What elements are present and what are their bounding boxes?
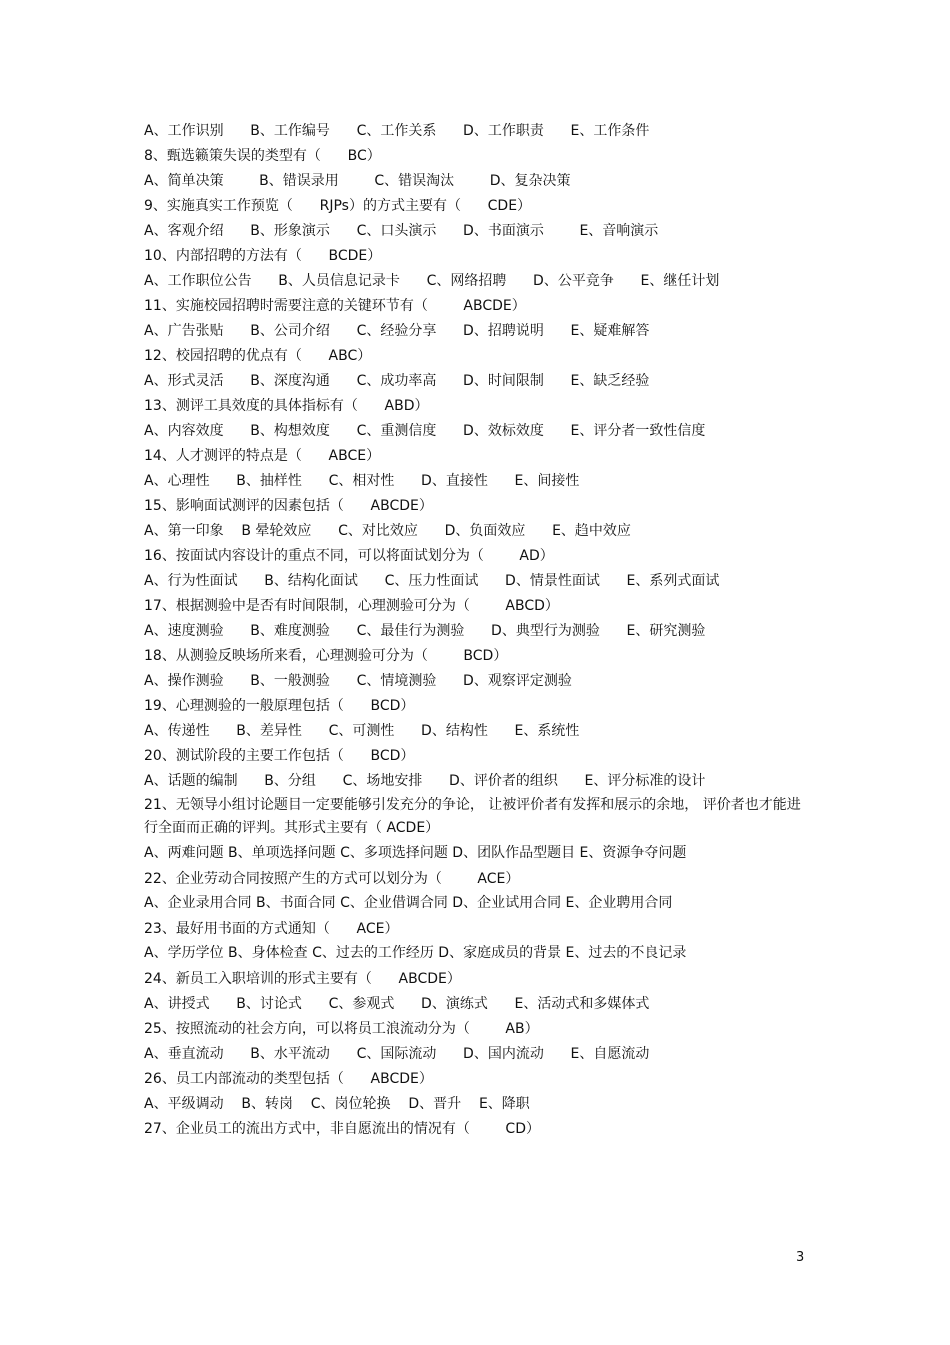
question-line: 21、无领导小组讨论题目一定要能够引发充分的争论， 让被评价者有发挥和展示的余地， 评价者也才能进行全面而正确的评判。其形式主要有（ ACDE）: [144, 797, 801, 836]
question-line: 9、实施真实工作预览（ RJPs）的方式主要有（ CDE）: [144, 198, 532, 214]
options-line: A、话题的编制 B、分组 C、场地安排 D、评价者的组织 E、评分标准的设计: [144, 773, 706, 789]
options-line: A、内容效度 B、构想效度 C、重测信度 D、效标效度 E、评分者一致性信度: [144, 423, 706, 439]
question-line: 14、人才测评的特点是（ ABCE）: [144, 448, 381, 464]
options-line: A、企业录用合同 B、书面合同 C、企业借调合同 D、企业试用合同 E、企业聘用合同: [144, 895, 673, 911]
question-line: 8、甄选籁策失误的类型有（ BC）: [144, 148, 381, 164]
options-line: A、讲授式 B、讨论式 C、参观式 D、演练式 E、活动式和多媒体式: [144, 996, 650, 1012]
question-line: 10、内部招聘的方法有（ BCDE）: [144, 248, 382, 264]
question-line: 26、员工内部流动的类型包括（ ABCDE）: [144, 1071, 433, 1087]
options-line: A、工作职位公告 B、人员信息记录卡 C、网络招聘 D、公平竞争 E、继任计划: [144, 273, 720, 289]
question-line: 19、心理测验的一般原理包括（ BCD）: [144, 698, 415, 714]
text-line: A、工作识别 B、工作编号 C、工作关系 D、工作职责 E、工作条件: [144, 123, 650, 139]
page-number: 3: [796, 1250, 805, 1265]
question-line: 23、最好用书面的方式通知（ ACE）: [144, 921, 399, 937]
question-line: 15、影响面试测评的因素包括（ ABCDE）: [144, 498, 433, 514]
question-line: 27、企业员工的流出方式中，非自愿流出的情况有（ CD）: [144, 1121, 540, 1137]
options-line: A、垂直流动 B、水平流动 C、国际流动 D、国内流动 E、自愿流动: [144, 1046, 650, 1062]
options-line: A、简单决策 B、错误录用 C、错误淘汰 D、复杂决策: [144, 173, 571, 189]
question-line: 13、测评工具效度的具体指标有（ ABD）: [144, 398, 429, 414]
options-line: A、行为性面试 B、结构化面试 C、压力性面试 D、情景性面试 E、系列式面试: [144, 573, 720, 589]
question-line: 25、按照流动的社会方向，可以将员工浪流动分为（ AB）: [144, 1021, 539, 1037]
options-line: A、客观介绍 B、形象演示 C、口头演示 D、书面演示 E、音响演示: [144, 223, 659, 239]
document-body: [144, 119, 808, 1142]
options-line: A、学历学位 B、身体检查 C、过去的工作经历 D、家庭成员的背景 E、过去的不良记录: [144, 945, 687, 961]
options-line: A、操作测验 B、一般测验 C、情境测验 D、观察评定测验: [144, 673, 572, 689]
question-line: 11、实施校园招聘时需要注意的关键环节有（ ABCDE）: [144, 298, 526, 314]
question-line: 18、从测验反映场所来看，心理测验可分为（ BCD）: [144, 648, 508, 664]
options-line: A、速度测验 B、难度测验 C、最佳行为测验 D、典型行为测验 E、研究测验: [144, 623, 706, 639]
question-line: 22、企业劳动合同按照产生的方式可以划分为（ ACE）: [144, 871, 520, 887]
question-line: 17、根据测验中是否有时间限制，心理测验可分为（ ABCD）: [144, 598, 559, 614]
options-line: A、广告张贴 B、公司介绍 C、经验分享 D、招聘说明 E、疑难解答: [144, 323, 650, 339]
options-line: A、传递性 B、差异性 C、可测性 D、结构性 E、系统性: [144, 723, 580, 739]
options-line: A、第一印象 B 晕轮效应 C、对比效应 D、负面效应 E、趋中效应: [144, 523, 631, 539]
options-line: A、形式灵活 B、深度沟通 C、成功率高 D、时间限制 E、缺乏经验: [144, 373, 650, 389]
options-line: A、心理性 B、抽样性 C、相对性 D、直接性 E、间接性: [144, 473, 580, 489]
question-line: 20、测试阶段的主要工作包括（ BCD）: [144, 748, 415, 764]
options-line: A、平级调动 B、转岗 C、岗位轮换 D、晋升 E、降职: [144, 1096, 530, 1112]
question-line: 12、校园招聘的优点有（ ABC）: [144, 348, 372, 364]
options-line: A、两难问题 B、单项选择问题 C、多项选择问题 D、团队作品型题目 E、资源争夺问题: [144, 845, 687, 861]
question-line: 16、按面试内容设计的重点不同，可以将面试划分为（ AD）: [144, 548, 554, 564]
question-line: 24、新员工入职培训的形式主要有（ ABCDE）: [144, 971, 461, 987]
